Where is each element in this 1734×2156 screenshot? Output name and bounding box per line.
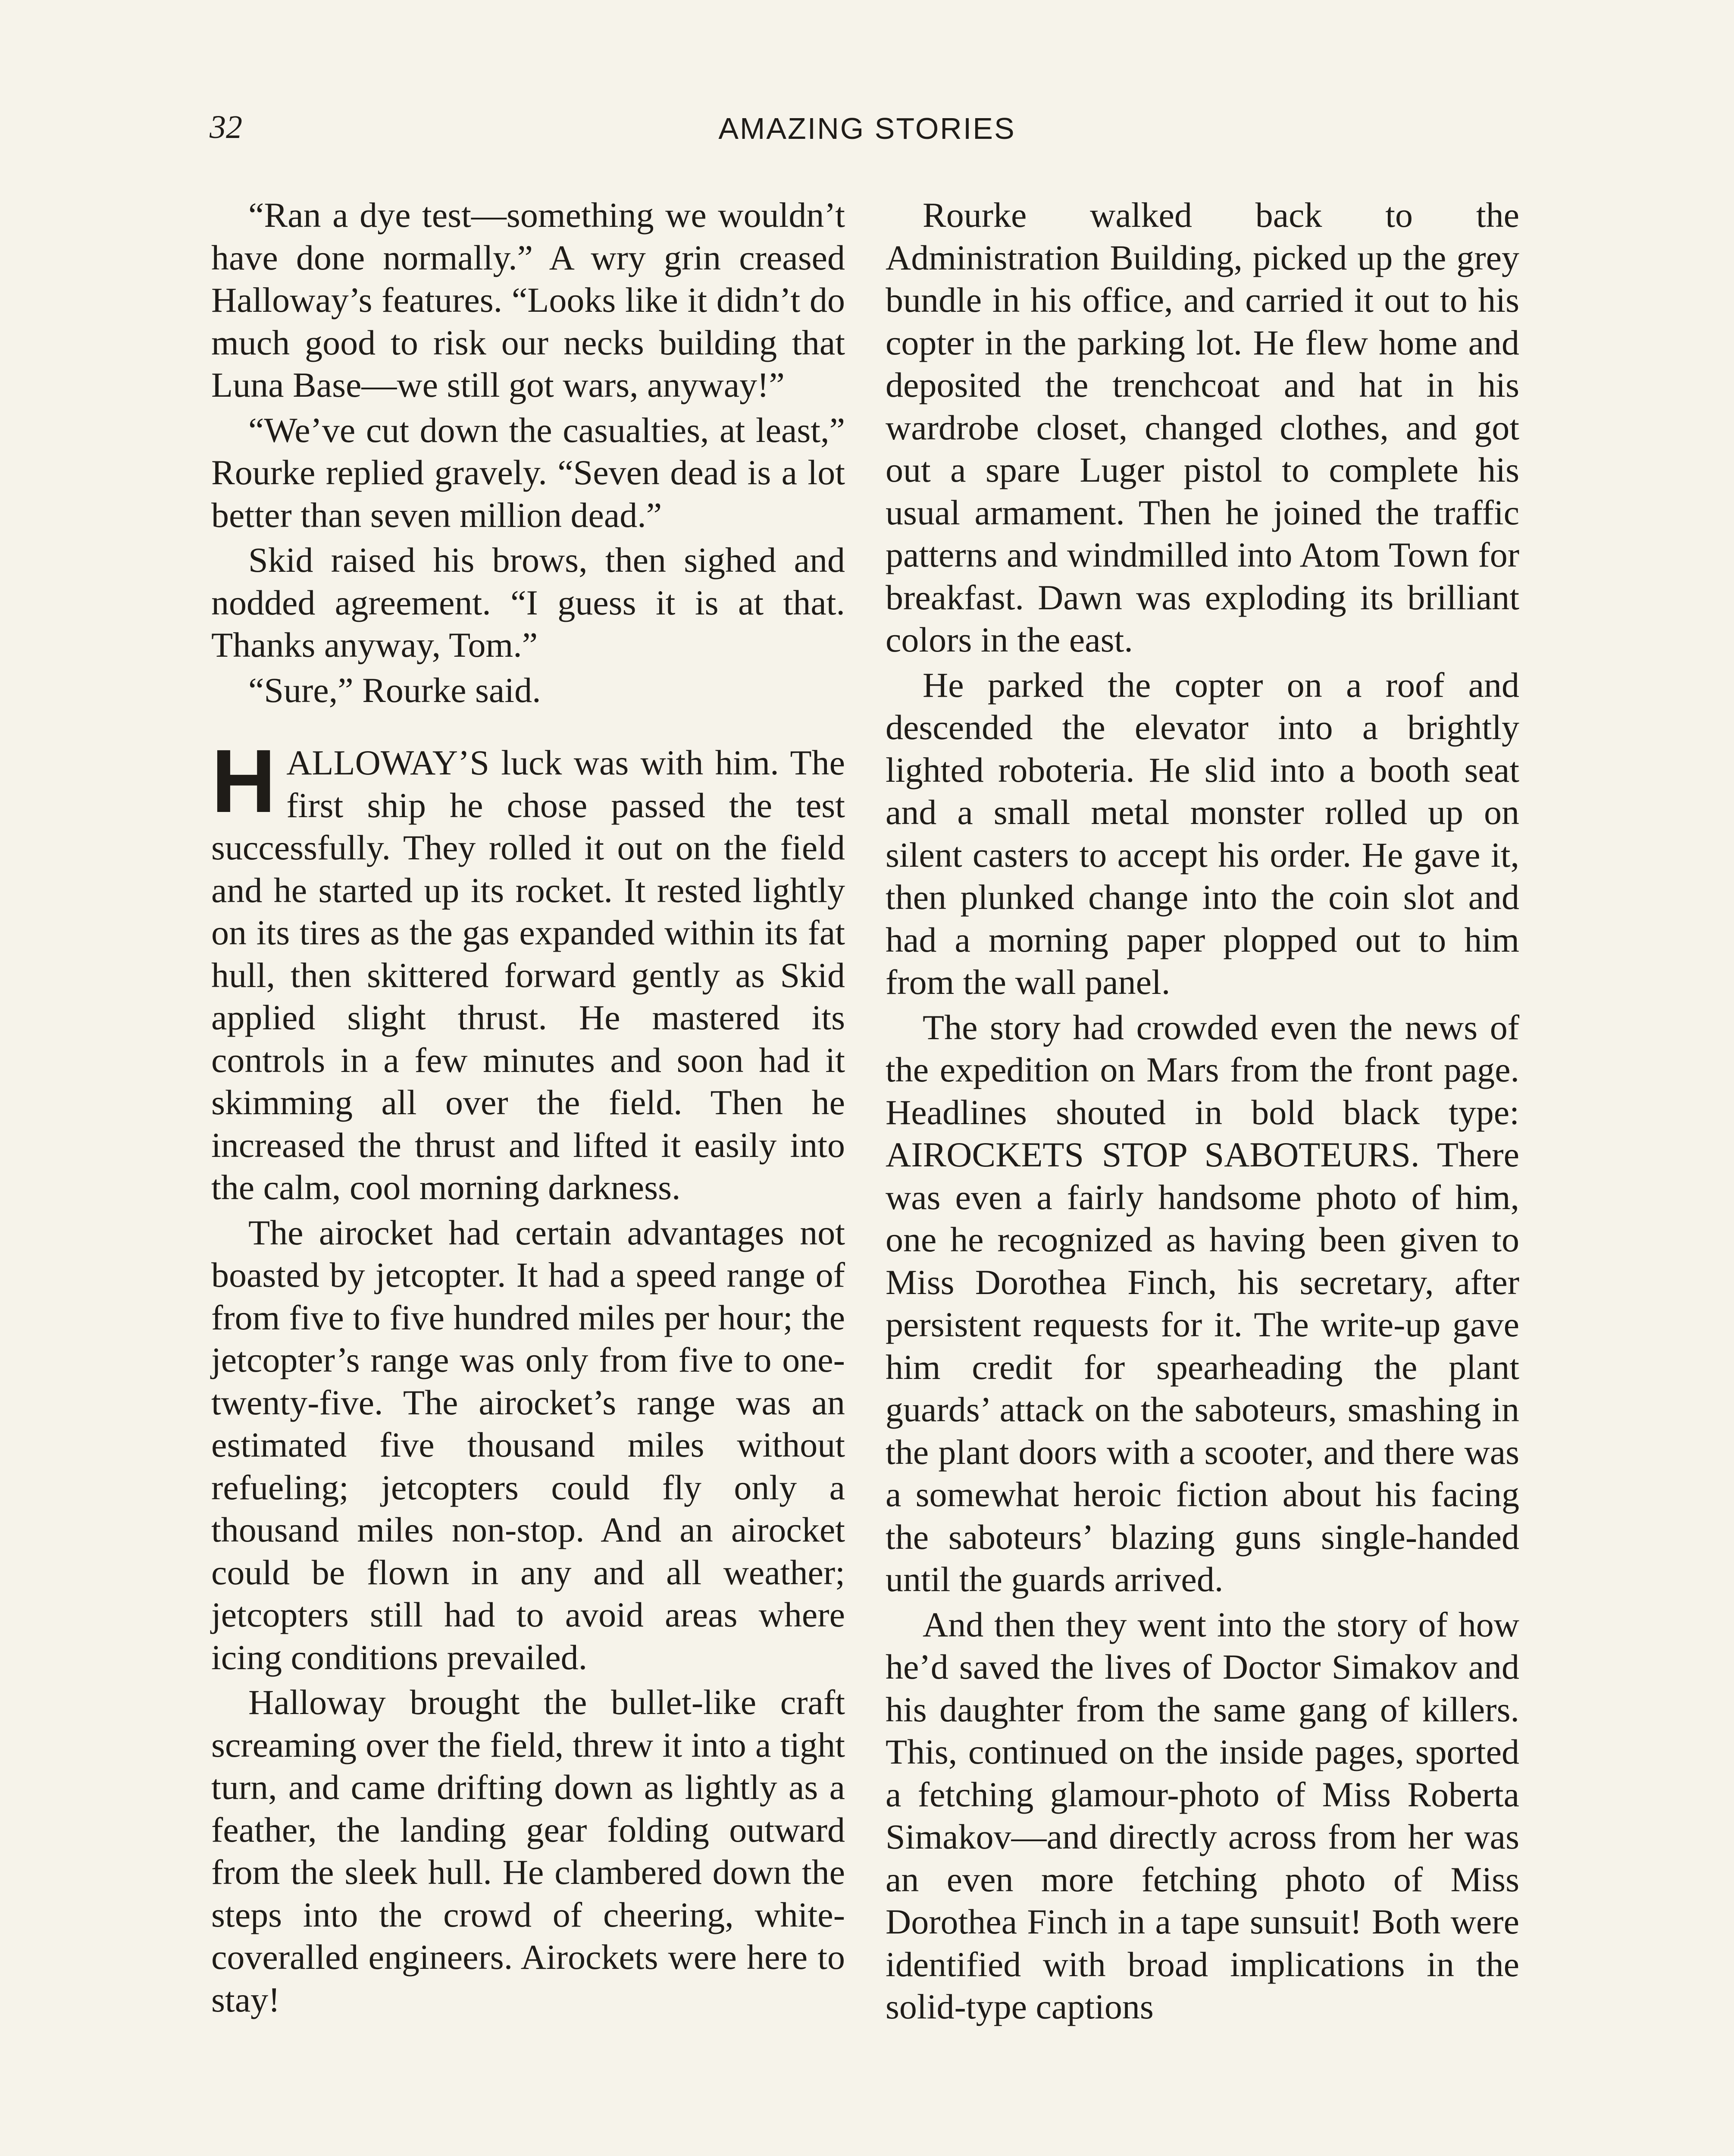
section-start-paragraph <box>211 731 845 1209</box>
paragraph: The story had crowded even the news of the expedition on Mars from the front page. Headlines shouted in bold black type: AIROCKETS STOP SABOTEURS. There was even a fairly handsome photo of him, one he recognized as having been given to Miss Dorothea Finch, his secretary, after persistent requests for it. The write-up gave him credit for spearheading the plant guards’ attack on the saboteurs, smashing in the plant doors with a scooter, and there was a somewhat heroic fiction about his facing the saboteurs’ blazing guns single-handed until the guards arrived. <box>886 1007 1519 1599</box>
paragraph-text: ALLOWAY’S luck was with him. The first ship he chose passed the test successfully. They rolled it out on the field and he started up its rocket. It rested lightly on its tires as the gas expanded within its fat hull, then skittered forward gently as Skid applied slight thrust. He mastered its controls in a few minutes and soon had it skimming all over the field. Then he increased the thrust and lifted it easily into the calm, cool morning darkness. <box>211 743 845 1207</box>
right-column <box>886 194 1519 2031</box>
running-head: AMAZING STORIES <box>718 112 1016 145</box>
paragraph: “Sure,” Rourke said. <box>248 670 541 710</box>
paragraph: “Ran a dye test—something we wouldn’t have done normally.” A wry grin creased Halloway’s features. “Looks like it didn’t do much good to risk our necks building that Luna Base—we still got wars, anyway!” <box>211 195 845 404</box>
paragraph: Halloway brought the bullet-like craft screaming over the field, threw it into a tight turn, and came drifting down as lightly as a feather, the landing gear folding outward from the sleek hull. He clambered down the steps into the crowd of cheering, white-coveralled engineers. Airockets were here to stay! <box>211 1683 845 2019</box>
paragraph: “We’ve cut down the casualties, at least,” Rourke replied gravely. “Seven dead is a lot better than seven million dead.” <box>211 410 845 535</box>
drop-cap: H <box>211 731 276 831</box>
paragraph: Skid raised his brows, then sighed and nodded agreement. “I guess it is at that. Thanks anyway, Tom.” <box>211 540 845 664</box>
paragraph: The airocket had certain advantages not boasted by jetcopter. It had a speed range of from five to five hundred miles per hour; the jetcopter’s range was only from five to one-twenty-five. The airocket’s range was an estimated five thousand miles without refueling; jetcopters could fly only a thousand miles non-stop. And an airocket could be flown in any and all weather; jetcopters still had to avoid areas where icing conditions prevailed. <box>211 1213 845 1677</box>
left-column <box>211 194 845 2024</box>
page-number: 32 <box>210 109 242 145</box>
paragraph: Rourke walked back to the Administration Building, picked up the grey bundle in his office, and carried it out to his copter in the parking lot. He flew home and deposited the trenchcoat and hat in his wardrobe closet, changed clothes, and got out a spare Luger pistol to complete his usual armament. Then he joined the traffic patterns and windmilled into Atom Town for breakfast. Dawn was exploding its brilliant colors in the east. <box>886 195 1519 659</box>
paragraph: He parked the copter on a roof and descended the elevator into a brightly lighted roboteria. He slid into a booth seat and a small metal monster rolled up on silent casters to accept his order. He gave it, then plunked change into the coin slot and had a morning paper plopped out to him from the wall panel. <box>886 665 1519 1002</box>
paragraph: And then they went into the story of how he’d saved the lives of Doctor Simakov and his daughter from the same gang of killers. This, continued on the inside pages, sported a fetching glamour-photo of Miss Roberta Simakov—and directly across from her was an even more fetching photo of Miss Dorothea Finch in a tape sunsuit! Both were identified with broad implications in the solid-type captions <box>886 1604 1519 2026</box>
